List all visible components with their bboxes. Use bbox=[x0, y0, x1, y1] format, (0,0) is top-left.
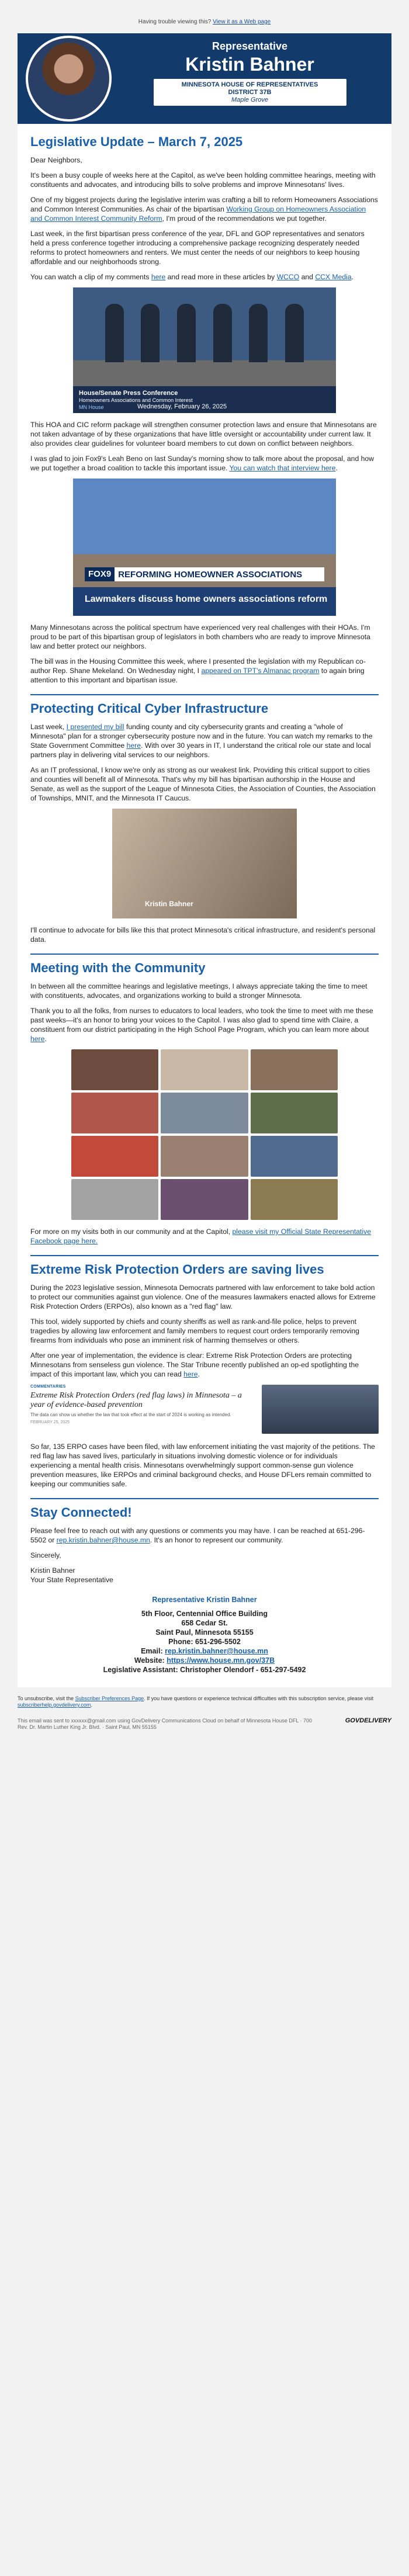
clip-photo bbox=[262, 1385, 379, 1434]
header-district: DISTRICT 37B bbox=[228, 89, 272, 96]
press-conference-caption bbox=[73, 386, 336, 413]
committee-testimony-image bbox=[112, 809, 297, 918]
caption-source: MN House bbox=[79, 404, 104, 410]
sent-notice: This email was sent to xxxxxx@gmail.com using GovDelivery Communications Cloud on behalf of Minnesota House DFL · 700 Rev. Dr. Martin Luther King Jr. Blvd. · Saint Paul, MN 55155 bbox=[18, 1718, 313, 1730]
community-photo bbox=[161, 1179, 248, 1220]
community-photo bbox=[251, 1136, 338, 1177]
community-photo bbox=[71, 1049, 158, 1090]
email-link[interactable]: rep.kristin.bahner@house.mn bbox=[56, 1536, 150, 1544]
subscriber-help-link[interactable]: subscriberhelp.govdelivery.com bbox=[18, 1702, 91, 1708]
paragraph: I'll continue to advocate for bills like this that protect Minnesota's critical infrastructure, and resident's personal data. bbox=[30, 926, 376, 944]
footer-city: Saint Paul, Minnesota 55155 bbox=[155, 1628, 254, 1637]
paragraph: For more on my visits both in our community and at the Capitol, please visit my Official State Representative Facebook page here. bbox=[30, 1228, 372, 1245]
paragraph: One of my biggest projects during the legislative interim was crafting a bill to reform Homeowners Associations and Common Interest Communities. As chair of the bipartisan Working Group on Homeowners Association and Common Interest Community Reform, I'm proud of the recommendations we put together. bbox=[30, 196, 378, 223]
footer-email: Email: rep.kristin.bahner@house.mn bbox=[141, 1647, 268, 1655]
press-conference-image[interactable] bbox=[73, 287, 336, 413]
paragraph: Last week, I presented my bill funding county and city cybersecurity grants and creating a "whole of Minnesota" plan for a stronger cybersecurity posture now and in the future. You can watch my remarks to the State Government Committee here. With over 30 years in IT, I understand the critical role our state and local partners play in delivering vital services to our neighbors. bbox=[30, 723, 373, 759]
paragraph: In between all the committee hearings and legislative meetings, I always appreciate taking the time to meet with constituents, advocates, and organizations working to build a stronger Minnesota. bbox=[30, 982, 368, 1000]
header-org: MINNESOTA HOUSE OF REPRESENTATIVES bbox=[181, 81, 318, 88]
paragraph: The bill was in the Housing Committee this week, where I presented the legislation with my Republican co-author Rep. Shane Mekeland. On Wednesday night, I appeared on TPT's Almanac program to again bring attention to this important and bipartisan issue. bbox=[30, 657, 366, 684]
header-city: Maple Grove bbox=[231, 96, 268, 103]
section-title-update: Legislative Update – March 7, 2025 bbox=[30, 134, 243, 149]
star-tribune-clipping[interactable] bbox=[30, 1385, 379, 1434]
working-group-link[interactable]: Working Group on Homeowners Association and Common Interest Community Reform bbox=[30, 205, 366, 223]
paragraph: I was glad to join Fox9's Leah Beno on last Sunday's morning show to talk more about the proposal, and how we put together a broad coalition to tackle this important issue. You can watch that interview here. bbox=[30, 455, 374, 472]
unsubscribe-notice: To unsubscribe, visit the Subscriber Preferences Page. If you have questions or experience technical difficulties with this subscription service, please visit subscriberhelp.govdelivery.com. bbox=[18, 1696, 374, 1708]
section-divider bbox=[30, 954, 379, 955]
paragraph: Thank you to all the folks, from nurses to educators to local leaders, who took the time to meet with me these past weeks—it's an honor to bring your voices to the Capitol. I was also glad to spend time with Claire, a constituent from our district participating in the High School Page Program, which you can learn more about here. bbox=[30, 1007, 373, 1043]
govdelivery-logo: GOVDELIVERY bbox=[345, 1717, 391, 1724]
clip-headline: Extreme Risk Protection Orders (red flag laws) in Minnesota – a year of evidence-based prevention bbox=[30, 1391, 242, 1409]
community-photo bbox=[71, 1179, 158, 1220]
community-photo bbox=[71, 1093, 158, 1133]
fox9-interview-link[interactable]: You can watch that interview here bbox=[229, 464, 336, 472]
facebook-page-link[interactable]: please visit my Official State Representative Facebook page here. bbox=[30, 1228, 372, 1245]
fox9-banner: FOX9 REFORMING HOMEOWNER ASSOCIATIONS bbox=[85, 567, 324, 581]
header-name: Kristin Bahner bbox=[185, 54, 314, 75]
paragraph: This HOA and CIC reform package will strengthen consumer protection laws and ensure that Minnesotans are not taken advantage of by these organizations that have little oversight or accountability under current law. It also provides clear guidelines for volunteer board members to cut down on conflict between neighbors. bbox=[30, 421, 377, 448]
paragraph: As an IT professional, I know we're only as strong as our weakest link. Providing this critical support to cities and counties will benefit all of Minnesota. That's why my bill has bipartisan authorship in the House and Senate, as well as the support of the League of Minnesota Cities, the Association of Counties, the Association of Townships, MNIT, and the Minnesota IT Caucus. bbox=[30, 766, 376, 802]
section-title-connect: Stay Connected! bbox=[30, 1505, 132, 1520]
section-divider bbox=[30, 1255, 379, 1256]
community-photo bbox=[251, 1179, 338, 1220]
section-divider bbox=[30, 1498, 379, 1499]
clip-date: FEBRUARY 25, 2025 bbox=[30, 1420, 70, 1424]
clip-here-link[interactable]: here bbox=[151, 273, 166, 281]
footer-website: Website: https://www.house.mn.gov/37B bbox=[134, 1656, 275, 1665]
view-online-text: Having trouble viewing this? bbox=[138, 19, 212, 25]
remarks-here-link[interactable]: here bbox=[126, 741, 141, 750]
caption-date: Wednesday, February 26, 2025 bbox=[137, 403, 227, 410]
header-title-block bbox=[120, 40, 380, 106]
footer-street: 658 Cedar St. bbox=[181, 1619, 228, 1627]
caption-subtitle: Homeowners Associations and Common Interest bbox=[79, 397, 193, 403]
caption-title: House/Senate Press Conference bbox=[79, 390, 178, 397]
fox9-interview-image[interactable] bbox=[73, 479, 336, 616]
fox9-logo: FOX9 bbox=[85, 567, 115, 581]
footer-phone: Phone: 651-296-5502 bbox=[168, 1638, 241, 1646]
paragraph: So far, 135 ERPO cases have been filed, with law enforcement initiating the vast majority of the petitions. The red flag law has saved lives, particularly in situations involving domestic violence or for individuals experiencing a mental health crisis. Minnesotans overwhelmingly support common-sense gun violence prevention measures, like ERPOs and criminal background checks, and House DFLers remain committed to keeping our communities safe. bbox=[30, 1443, 375, 1488]
paragraph: Last week, in the first bipartisan press conference of the year, DFL and GOP representatives and senators held a press conference together introducing a comprehensive package recognizing desperately needed reforms to protect homeowners and renters. We must center the needs of our neighbors to keep housing affordable and our neighborhoods strong. bbox=[30, 230, 365, 266]
footer-website-link[interactable]: https://www.house.mn.gov/37B bbox=[167, 1656, 275, 1665]
header-district-box bbox=[154, 79, 346, 106]
section-title-cyber: Protecting Critical Cyber Infrastructure bbox=[30, 701, 269, 716]
op-ed-link[interactable]: here bbox=[183, 1370, 198, 1378]
paragraph: After one year of implementation, the evidence is clear: Extreme Risk Protection Orders are protecting Minnesotans from senseless gun violence. The Star Tribune recently published an op-ed spotlighting the impact of this important law, which you can read here. bbox=[30, 1351, 359, 1378]
community-photo bbox=[161, 1049, 248, 1090]
ccx-media-link[interactable]: CCX Media bbox=[315, 273, 352, 281]
community-photo bbox=[251, 1049, 338, 1090]
greeting: Dear Neighbors, bbox=[30, 156, 82, 164]
community-photo bbox=[161, 1136, 248, 1177]
view-online-notice bbox=[0, 0, 409, 33]
footer-email-link[interactable]: rep.kristin.bahner@house.mn bbox=[165, 1647, 268, 1655]
subscriber-preferences-link[interactable]: Subscriber Preferences Page bbox=[75, 1696, 144, 1701]
section-title-erpo: Extreme Risk Protection Orders are saving lives bbox=[30, 1262, 324, 1277]
footer-name: Representative Kristin Bahner bbox=[152, 1596, 257, 1604]
wcco-link[interactable]: WCCO bbox=[276, 273, 300, 281]
section-title-community: Meeting with the Community bbox=[30, 961, 206, 975]
view-web-page-link[interactable]: View it as a Web page bbox=[213, 19, 271, 25]
community-photo bbox=[251, 1093, 338, 1133]
presented-bill-link[interactable]: I presented my bill bbox=[66, 723, 124, 731]
footer-office: 5th Floor, Centennial Office Building bbox=[141, 1610, 268, 1618]
newsletter-body bbox=[18, 33, 391, 1687]
newsletter-header bbox=[18, 33, 391, 124]
paragraph: During the 2023 legislative session, Minnesota Democrats partnered with law enforcement to take bold action to protect our communities against gun violence. One of the measures lawmakers enacted allows for Extreme Risk Protection Orders (ERPOs), also known as a "red flag" law. bbox=[30, 1284, 376, 1310]
clip-category: COMMENTARIES bbox=[30, 1385, 66, 1389]
community-photo-mosaic bbox=[71, 1049, 338, 1220]
paragraph: You can watch a clip of my comments here and read more in these articles by WCCO and CCX Media. bbox=[30, 273, 354, 281]
closing: Sincerely, bbox=[30, 1551, 61, 1559]
header-role: Representative bbox=[212, 40, 288, 52]
paragraph: It's been a busy couple of weeks here at the Capitol, as we've been holding committee hearings, meeting with constituents and advocates, and introducing bills to solve problems and improve Minnesotans' lives. bbox=[30, 171, 376, 189]
clip-description: The data can show us whether the law that took effect at the start of 2024 is working as intended. bbox=[30, 1412, 231, 1417]
fox9-lower-third: Lawmakers discuss home owners associations reform bbox=[73, 587, 336, 616]
contact-footer bbox=[30, 1585, 379, 1681]
signature-title: Your State Representative bbox=[30, 1576, 113, 1584]
paragraph: Many Minnesotans across the political spectrum have experienced very real challenges with their HOAs. I'm proud to be part of this bipartisan group of legislators in both chambers who are ready to improve Minnesota law and better protect our neighbors. bbox=[30, 623, 370, 650]
subscription-footer bbox=[18, 1687, 391, 1731]
community-photo bbox=[71, 1136, 158, 1177]
signature-name: Kristin Bahner bbox=[30, 1566, 75, 1575]
community-photo bbox=[161, 1093, 248, 1133]
page-program-link[interactable]: here bbox=[30, 1035, 45, 1043]
representative-portrait bbox=[26, 36, 112, 122]
section-divider bbox=[30, 694, 379, 695]
name-plate: Kristin Bahner bbox=[145, 900, 193, 908]
footer-assistant: Legislative Assistant: Christopher Olendorf - 651-297-5492 bbox=[103, 1666, 306, 1674]
paragraph: This tool, widely supported by chiefs and county sheriffs as well as rank-and-file police, helps to prevent tragedies by allowing law enforcement and family members to request court orders temporarily removing firearms from individuals who pose an imminent risk of harming themselves or others. bbox=[30, 1318, 359, 1344]
paragraph: Please feel free to reach out with any questions or comments you may have. I can be reached at 651-296-5502 or rep.kristin.bahner@house.mn. It's an honor to represent our community. bbox=[30, 1527, 365, 1544]
almanac-link[interactable]: appeared on TPT's Almanac program bbox=[201, 667, 320, 675]
newsletter-content bbox=[18, 124, 391, 1687]
